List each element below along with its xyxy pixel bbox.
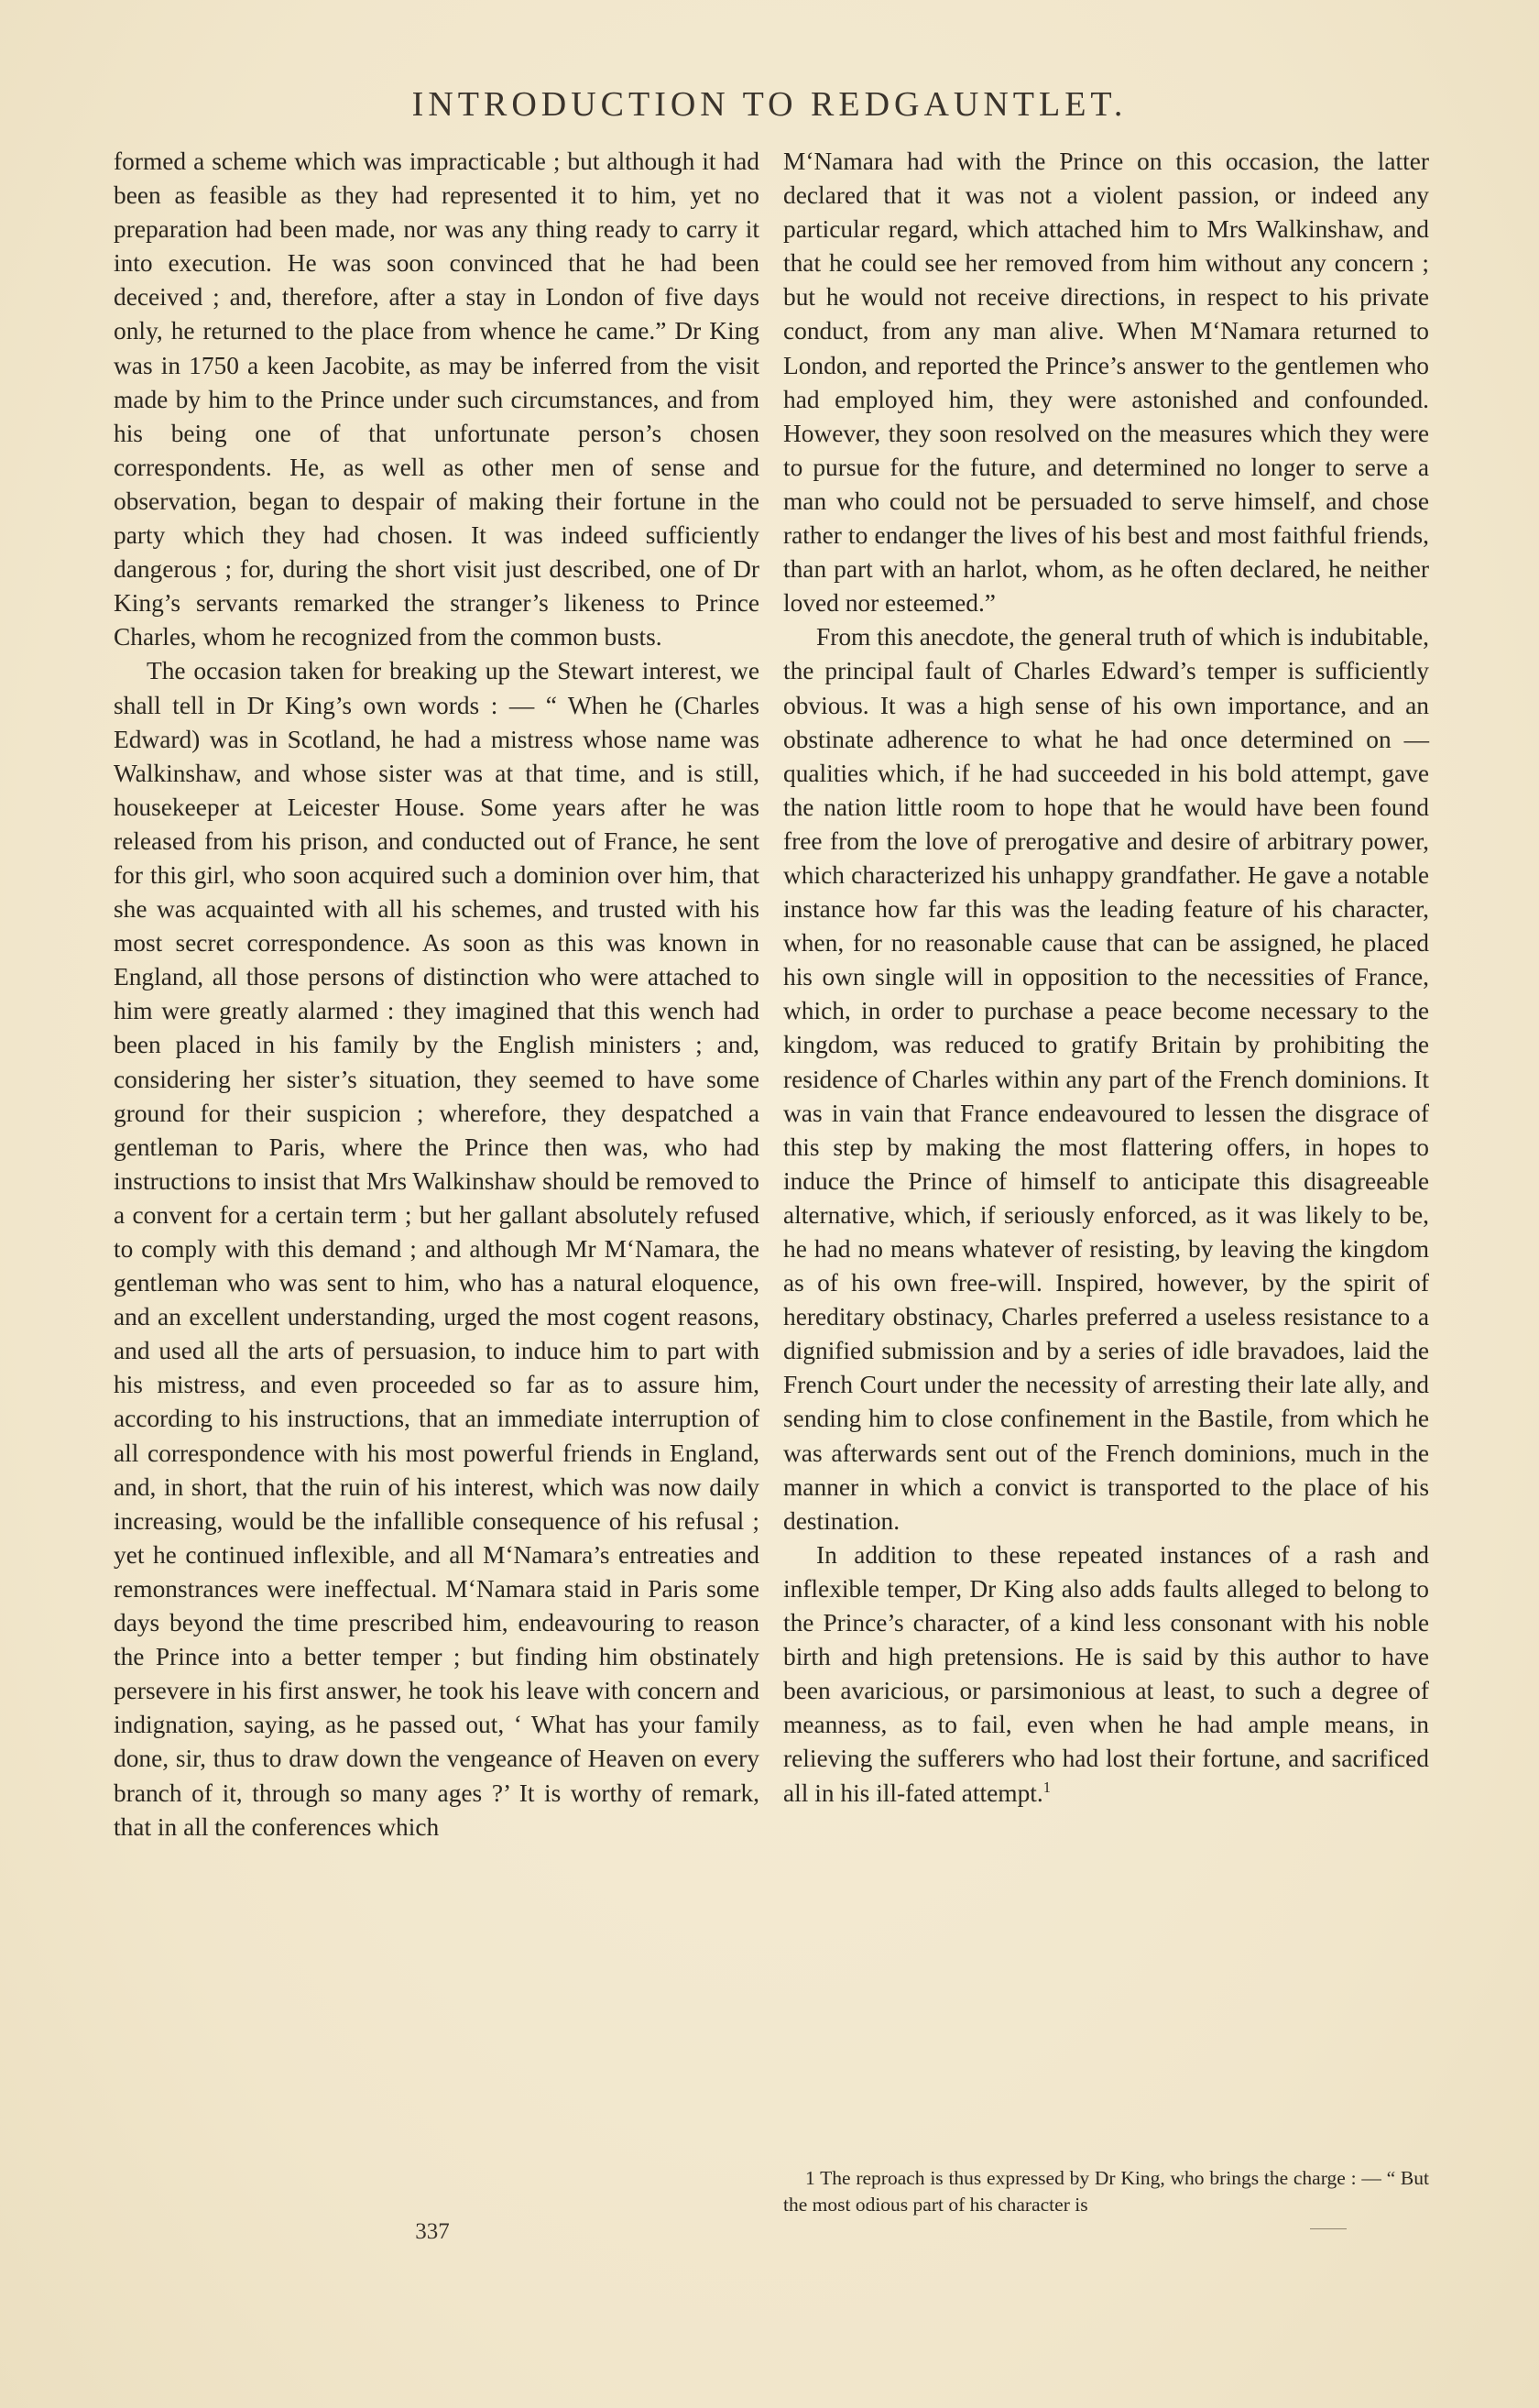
right-column — [783, 145, 1429, 1811]
footnote-text: 1 The reproach is thus expressed by Dr King, who brings the charge : — “ But the most odious part of his character is — [783, 2167, 1429, 2216]
left-paragraph-1: formed a scheme which was impracticable ; but although it had been as feasible as they had represented it to him, yet no preparation had been made, nor was any thing ready to carry it into execution. He was soon convinced that he had been deceived ; and, therefore, after a stay in London of five days only, he returned to the place from whence he came.” Dr King was in 1750 a keen Jacobite, as may be inferred from the visit made by him to the Prince under such circumstances, and from his being one of that unfortunate person’s chosen correspondents. He, as well as other men of sense and observation, began to despair of making their fortune in the party which they had chosen. It was indeed sufficiently dangerous ; for, during the short visit just described, one of Dr King’s servants remarked the stranger’s likeness to Prince Charles, whom he recognized from the common busts. — [114, 148, 759, 651]
footnote — [783, 2165, 1429, 2218]
right-paragraph-2: From this anecdote, the general truth of which is indubitable, the principal fault of Charles Edward’s temper is sufficiently obvious. It was a high sense of his own importance, and an obstinate adherence to what he had once determined on — qualities which, if he had succeeded in his bold attempt, gave the nation little room to hope that he would have been found free from the love of prerogative and desire of arbitrary power, which characterized his unhappy grandfather. He gave a notable instance how far this was the leading feature of his character, when, for no reasonable cause that can be assigned, he placed his own single will in opposition to the necessities of France, which, in order to purchase a peace become necessary to the kingdom, was reduced to gratify Britain by prohibiting the residence of Charles within any part of the French dominions. It was in vain that France endeavoured to lessen the disgrace of this step by making the most flattering offers, in hopes to induce the Prince of himself to anticipate this disagreeable alternative, which, if seriously enforced, as it was likely to be, he had no means whatever of resisting, by leaving the kingdom as of his own free-will. Inspired, however, by the spirit of hereditary obstinacy, Charles preferred a useless resistance to a dignified submission and by a series of idle bravadoes, laid the French Court under the necessity of arresting their late ally, and sending him to close confinement in the Bastile, from which he was afterwards sent out of the French dominions, much in the manner in which a convict is transported to the place of his destination. — [783, 623, 1429, 1535]
footnote-divider — [1310, 2228, 1347, 2229]
left-column — [114, 145, 759, 1844]
running-header: INTRODUCTION TO REDGAUNTLET. — [411, 85, 1128, 124]
right-paragraph-3-text: In addition to these repeated instances of a rash and inflexible temper, Dr King also adds faults alleged to belong to the Prince’s character, of a kind less consonant with his noble birth and high pretensions. He is said by this author to have been avaricious, or parsimonious at least, to such a degree of meanness, as to fail, even when he had ample means, in relieving the sufferers who had lost their fortune, and sacrificed all in his ill-fated attempt. — [783, 1540, 1429, 1807]
footnote-marker: 1 — [1042, 1778, 1051, 1796]
right-paragraph-1: M‘Namara had with the Prince on this occasion, the latter declared that it was not a violent passion, or indeed any particular regard, which attached him to Mrs Walkinshaw, and that he could see her removed from him without any concern ; but he would not receive directions, in respect to his private conduct, from any man alive. When M‘Namara returned to London, and reported the Prince’s answer to the gentlemen who had employed him, they were astonished and confounded. However, they soon resolved on the measures which they were to pursue for the future, and determined no longer to serve a man who could not be persuaded to serve himself, and chose rather to endanger the lives of his best and most faithful friends, than part with an harlot, whom, as he often declared, he neither loved nor esteemed.” — [783, 148, 1429, 618]
right-paragraph-3 — [783, 1538, 1429, 1811]
page-number: 337 — [415, 2219, 450, 2244]
left-paragraph-2: The occasion taken for breaking up the Stewart interest, we shall tell in Dr King’s own words : — “ When he (Charles Edward) was in Scotland, he had a mistress whose name was Walkinshaw, and whose sister was at that time, and is still, housekeeper at Leicester House. Some years after he was released from his prison, and conducted out of France, he sent for this girl, who soon acquired such a dominion over him, that she was acquainted with all his schemes, and trusted with his most secret correspondence. As soon as this was known in England, all those persons of distinction who were attached to him were greatly alarmed : they imagined that this wench had been placed in his family by the English ministers ; and, considering her sister’s situation, they seemed to have some ground for their suspicion ; wherefore, they despatched a gentleman to Paris, where the Prince then was, who had instructions to insist that Mrs Walkinshaw should be removed to a convent for a certain term ; but her gallant absolutely refused to comply with this demand ; and although Mr M‘Namara, the gentleman who was sent to him, who has a natural eloquence, and an excellent understanding, urged the most cogent reasons, and used all the arts of persuasion, to induce him to part with his mistress, and even proceeded so far as to assure him, according to his instructions, that an immediate interruption of all correspondence with his most powerful friends in England, and, in short, that the ruin of his interest, which was now daily increasing, would be the infallible consequence of his refusal ; yet he continued inflexible, and all M‘Namara’s entreaties and remonstrances were ineffectual. M‘Namara staid in Paris some days beyond the time prescribed him, endeavouring to reason the Prince into a better temper ; but finding him obstinately persevere in his first answer, he took his leave with concern and indignation, saying, as he passed out, ‘ What has your family done, sir, thus to draw down the vengeance of Heaven on every branch of it, through so many ages ?’ It is worthy of remark, that in all the conferences which — [114, 657, 759, 1841]
